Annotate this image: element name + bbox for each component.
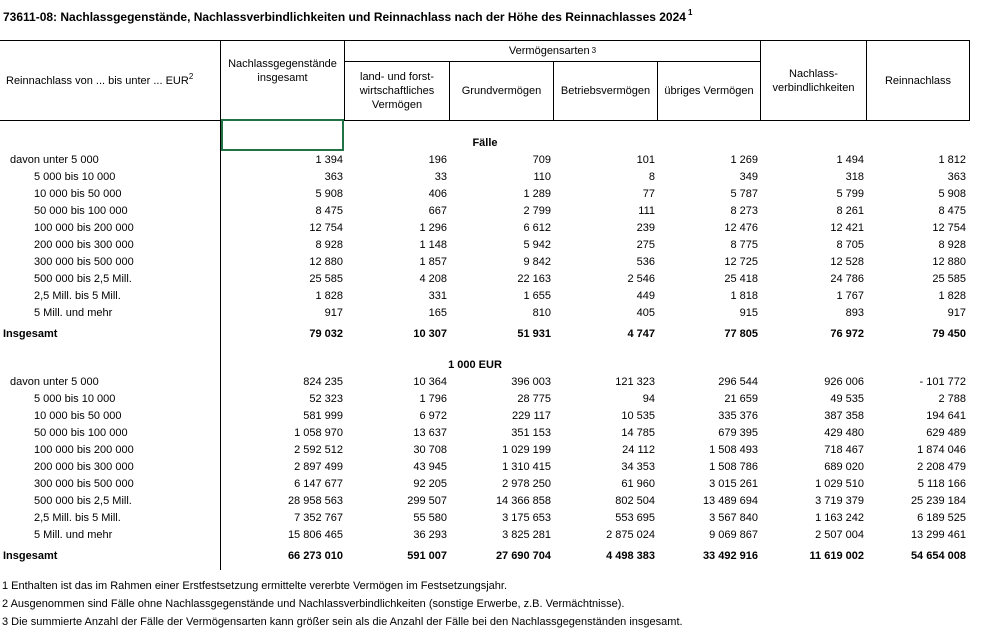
cell-value: 76 972: [830, 328, 864, 340]
cell-value: 66 273 010: [287, 550, 343, 562]
stub-header-label: Reinnachlass von ... bis unter ... EUR: [6, 75, 189, 87]
row-label: 5 000 bis 10 000: [34, 171, 116, 183]
header-c5-label: übriges Vermögen: [664, 85, 754, 97]
header-c4-label: Betriebsvermögen: [560, 85, 651, 97]
cell-value: 12 421: [830, 222, 864, 234]
cell-value: 229 117: [512, 410, 551, 422]
row-label: 5 000 bis 10 000: [34, 393, 116, 405]
cell-value: 1 828: [938, 290, 966, 302]
cell-value: 1 029 199: [502, 444, 551, 456]
row-label: Insgesamt: [3, 550, 58, 562]
cell-value: 79 032: [309, 328, 343, 340]
cell-value: 2 208 479: [917, 461, 966, 473]
cell-value: 25 239 184: [910, 495, 966, 507]
cell-value: 25 585: [309, 273, 343, 285]
table-row: [0, 238, 1000, 255]
cell-value: 926 006: [824, 376, 864, 388]
table-row: [0, 221, 1000, 238]
cell-value: 1 767: [836, 290, 864, 302]
cell-value: 1 494: [836, 154, 864, 166]
cell-value: 13 299 461: [910, 529, 966, 541]
row-label: 500 000 bis 2,5 Mill.: [34, 495, 132, 507]
row-label: 100 000 bis 200 000: [34, 222, 134, 234]
header-reinnachlass: [867, 41, 969, 120]
cell-value: 2 592 512: [294, 444, 343, 456]
table-row: [0, 153, 1000, 170]
cell-value: 22 163: [517, 273, 551, 285]
table-row: [0, 170, 1000, 187]
cell-value: 5 908: [315, 188, 343, 200]
cell-value: 12 476: [724, 222, 758, 234]
table-row: [0, 289, 1000, 306]
table-row: [0, 528, 1000, 545]
cell-value: 25 585: [932, 273, 966, 285]
cell-value: 55 580: [413, 512, 447, 524]
table-row: [0, 443, 1000, 460]
row-label: 10 000 bis 50 000: [34, 410, 122, 422]
table-row: [0, 375, 1000, 392]
header-uebriges-vermoegen: [658, 62, 760, 120]
cell-value: 121 323: [615, 376, 655, 388]
cell-value: 915: [739, 307, 758, 319]
cell-value: 349: [739, 171, 758, 183]
table-row: [0, 272, 1000, 289]
cell-value: 5 908: [938, 188, 966, 200]
table-row: [0, 494, 1000, 511]
cell-value: 3 825 281: [502, 529, 551, 541]
header-c6-label: Nachlass-verbindlichkeiten: [772, 67, 855, 94]
cell-value: 2 978 250: [502, 478, 551, 490]
cell-value: 239: [636, 222, 655, 234]
cell-value: 24 786: [830, 273, 864, 285]
cell-value: 1 058 970: [294, 427, 343, 439]
cell-value: 1 310 415: [502, 461, 551, 473]
total-row: [0, 549, 1000, 566]
cell-value: 12 880: [309, 256, 343, 268]
cell-value: 591 007: [407, 550, 447, 562]
cell-value: 27 690 704: [495, 550, 551, 562]
header-betriebsvermoegen: [554, 62, 657, 120]
cell-value: 1 394: [315, 154, 343, 166]
cell-value: 5 799: [836, 188, 864, 200]
cell-value: 1 289: [523, 188, 551, 200]
cell-value: 49 535: [830, 393, 864, 405]
cell-value: 553 695: [615, 512, 655, 524]
cell-value: 363: [947, 171, 966, 183]
cell-value: 21 659: [724, 393, 758, 405]
row-label: davon unter 5 000: [10, 154, 99, 166]
cell-value: 77 805: [724, 328, 758, 340]
cell-value: 11 619 002: [809, 550, 864, 562]
cell-value: 667: [428, 205, 447, 217]
cell-value: 429 480: [824, 427, 864, 439]
cell-value: 405: [636, 307, 655, 319]
cell-value: 2 788: [938, 393, 966, 405]
table-row: [0, 511, 1000, 528]
header-c3-label: Grundvermögen: [461, 85, 542, 97]
cell-value: 1 269: [730, 154, 758, 166]
cell-value: 387 358: [824, 410, 864, 422]
header-c2-label: land- und forst-wirtschaftliches Vermögen: [359, 71, 435, 111]
cell-value: 1 655: [523, 290, 551, 302]
row-label: 200 000 bis 300 000: [34, 461, 134, 473]
cell-value: 629 489: [926, 427, 966, 439]
cell-value: 2 897 499: [294, 461, 343, 473]
cell-value: 3 719 379: [815, 495, 864, 507]
header-nachlassgegenstaende: [221, 41, 344, 101]
cell-value: 1 874 046: [917, 444, 966, 456]
cell-value: 12 528: [830, 256, 864, 268]
cell-value: 4 498 383: [606, 550, 655, 562]
header-land-forst: [345, 62, 449, 120]
cell-value: 1 857: [419, 256, 447, 268]
cell-value: 15 806 465: [287, 529, 343, 541]
cell-value: 1 828: [315, 290, 343, 302]
cell-value: 1 796: [419, 393, 447, 405]
cell-value: 2 507 004: [815, 529, 864, 541]
table-row: [0, 306, 1000, 323]
cell-value: 709: [532, 154, 551, 166]
cell-value: 101: [636, 154, 655, 166]
row-label: 300 000 bis 500 000: [34, 478, 134, 490]
row-label: 300 000 bis 500 000: [34, 256, 134, 268]
cell-value: 194 641: [926, 410, 966, 422]
cell-value: 30 708: [413, 444, 447, 456]
table-row: [0, 187, 1000, 204]
cell-value: 24 112: [622, 444, 655, 456]
cell-value: 10 364: [413, 376, 447, 388]
group-footnote-ref: 3: [591, 46, 597, 55]
cell-value: 36 293: [413, 529, 447, 541]
cell-value: 165: [428, 307, 447, 319]
cell-value: 61 960: [621, 478, 655, 490]
cell-value: 79 450: [932, 328, 966, 340]
cell-value: 34 353: [621, 461, 655, 473]
cell-value: 893: [845, 307, 864, 319]
cell-value: 1 508 786: [709, 461, 758, 473]
section-title-text: 1 000 EUR: [448, 359, 502, 371]
cell-value: 363: [324, 171, 343, 183]
cell-value: 6 972: [419, 410, 447, 422]
header-group-label: Vermögensarten: [508, 45, 590, 57]
cell-value: 406: [428, 188, 447, 200]
cell-value: 351 153: [511, 427, 551, 439]
cell-value: 8 475: [315, 205, 343, 217]
cell-value: 13 489 694: [702, 495, 758, 507]
total-row: [0, 327, 1000, 344]
cell-value: 1 508 493: [709, 444, 758, 456]
cell-value: 917: [947, 307, 966, 319]
cell-value: 8 475: [938, 205, 966, 217]
cell-value: 52 323: [309, 393, 343, 405]
cell-value: 14 366 858: [495, 495, 551, 507]
table-row: [0, 392, 1000, 409]
table-row: [0, 477, 1000, 494]
cell-value: 1 818: [730, 290, 758, 302]
row-label: 2,5 Mill. bis 5 Mill.: [34, 290, 121, 302]
cell-value: 4 208: [419, 273, 447, 285]
cell-value: 33: [434, 171, 447, 183]
cell-value: 8: [648, 171, 655, 183]
cell-value: 1 163 242: [815, 512, 864, 524]
table-row: [0, 204, 1000, 221]
cell-value: 1 296: [419, 222, 447, 234]
cell-value: 296 544: [718, 376, 758, 388]
cell-value: 28 775: [517, 393, 551, 405]
cell-value: 449: [636, 290, 655, 302]
header-grundvermoegen: [450, 62, 553, 120]
row-label: Insgesamt: [3, 328, 58, 340]
cell-value: 802 504: [615, 495, 655, 507]
cell-value: 14 785: [621, 427, 655, 439]
cell-value: 3 175 653: [502, 512, 551, 524]
cell-value: 2 546: [627, 273, 655, 285]
cell-value: 318: [845, 171, 864, 183]
cell-value: 1 812: [938, 154, 966, 166]
header-c1-label: Nachlassgegenstände insgesamt: [228, 58, 337, 84]
cell-value: 1 148: [419, 239, 447, 251]
cell-value: 335 376: [718, 410, 758, 422]
stub-footnote-ref: 2: [188, 72, 194, 81]
cell-value: 33 492 916: [702, 550, 758, 562]
cell-value: 28 958 563: [287, 495, 343, 507]
row-label: 100 000 bis 200 000: [34, 444, 134, 456]
cell-value: 111: [638, 205, 655, 217]
cell-value: 12 754: [309, 222, 343, 234]
cell-value: 810: [532, 307, 551, 319]
cell-value: 77: [642, 188, 655, 200]
section-title-1000eur: [390, 359, 560, 371]
cell-value: 25 418: [724, 273, 758, 285]
title-text: 73611-08: Nachlassgegenstände, Nachlassverbindlichkeiten und Reinnachlass nach der Höhe des Reinnachlasses 2024: [3, 10, 686, 24]
row-label: 5 Mill. und mehr: [34, 307, 113, 319]
title-footnote-ref: 1: [687, 8, 693, 17]
cell-value: 396 003: [511, 376, 551, 388]
header-c7-label: Reinnachlass: [884, 74, 952, 87]
cell-value: 43 945: [413, 461, 447, 473]
cell-value: 6 189 525: [917, 512, 966, 524]
cell-value: 8 261: [836, 205, 864, 217]
cell-value: 54 654 008: [910, 550, 966, 562]
cell-value: 8 928: [315, 239, 343, 251]
cell-value: 3 567 840: [709, 512, 758, 524]
table-row: [0, 460, 1000, 477]
cell-value: 110: [533, 171, 551, 183]
cell-value: 8 273: [730, 205, 758, 217]
cell-value: 92 205: [413, 478, 447, 490]
stub-header: [6, 72, 193, 87]
row-label: 200 000 bis 300 000: [34, 239, 134, 251]
cell-value: 2 799: [523, 205, 551, 217]
cell-value: 9 842: [523, 256, 551, 268]
cell-value: 7 352 767: [294, 512, 343, 524]
cell-value: 10 307: [413, 328, 447, 340]
row-label: 10 000 bis 50 000: [34, 188, 122, 200]
cell-value: 718 467: [824, 444, 864, 456]
cell-value: 9 069 867: [709, 529, 758, 541]
cell-value: 536: [636, 256, 655, 268]
row-label: 2,5 Mill. bis 5 Mill.: [34, 512, 121, 524]
cell-value: 8 705: [836, 239, 864, 251]
cell-value: 679 395: [718, 427, 758, 439]
cell-value: 299 507: [407, 495, 447, 507]
table-row: [0, 255, 1000, 272]
header-nachlassverbindlichkeiten: [761, 41, 866, 120]
cell-value: - 101 772: [919, 376, 966, 388]
cell-value: 6 147 677: [294, 478, 343, 490]
cell-value: 275: [636, 239, 655, 251]
header-bottom-border: [0, 120, 970, 121]
footnote-2: 2 Ausgenommen sind Fälle ohne Nachlassgegenstände und Nachlassverbindlichkeiten (sonstige Erwerbe, z.B. Vermächtnisse).: [2, 598, 625, 610]
cell-value: 12 880: [932, 256, 966, 268]
cell-value: 689 020: [824, 461, 864, 473]
cell-value: 12 754: [932, 222, 966, 234]
section-title-text: Fälle: [472, 137, 498, 149]
section-title-faelle: [400, 137, 570, 149]
table-row: [0, 426, 1000, 443]
cell-value: 581 999: [303, 410, 343, 422]
cell-value: 5 787: [730, 188, 758, 200]
column-border-7: [969, 40, 970, 121]
row-label: 5 Mill. und mehr: [34, 529, 113, 541]
cell-value: 2 875 024: [606, 529, 655, 541]
cell-value: 4 747: [627, 328, 655, 340]
row-label: 50 000 bis 100 000: [34, 205, 128, 217]
cell-value: 12 725: [724, 256, 758, 268]
row-label: davon unter 5 000: [10, 376, 99, 388]
footnote-3: 3 Die summierte Anzahl der Fälle der Vermögensarten kann größer sein als die Anzahl der Fälle bei den Nachlassgegenständen insgesamt.: [2, 616, 683, 628]
cell-value: 196: [428, 154, 447, 166]
row-label: 500 000 bis 2,5 Mill.: [34, 273, 132, 285]
cell-value: 3 015 261: [709, 478, 758, 490]
header-vermoegensarten: [345, 41, 760, 61]
cell-value: 5 942: [523, 239, 551, 251]
cell-value: 917: [324, 307, 343, 319]
cell-value: 94: [642, 393, 655, 405]
footnote-1: 1 Enthalten ist das im Rahmen einer Erstfestsetzung ermittelte vererbte Vermögen im Festsetzungsjahr.: [2, 580, 508, 592]
row-label: 50 000 bis 100 000: [34, 427, 128, 439]
selected-cell[interactable]: [221, 119, 344, 151]
cell-value: 8 775: [730, 239, 758, 251]
cell-value: 1 029 510: [815, 478, 864, 490]
table-row: [0, 409, 1000, 426]
cell-value: 331: [428, 290, 447, 302]
cell-value: 5 118 166: [917, 478, 966, 490]
cell-value: 51 931: [517, 328, 551, 340]
cell-value: 6 612: [523, 222, 551, 234]
cell-value: 10 535: [621, 410, 655, 422]
cell-value: 8 928: [938, 239, 966, 251]
cell-value: 824 235: [303, 376, 343, 388]
table-title: [3, 8, 692, 24]
cell-value: 13 637: [413, 427, 447, 439]
